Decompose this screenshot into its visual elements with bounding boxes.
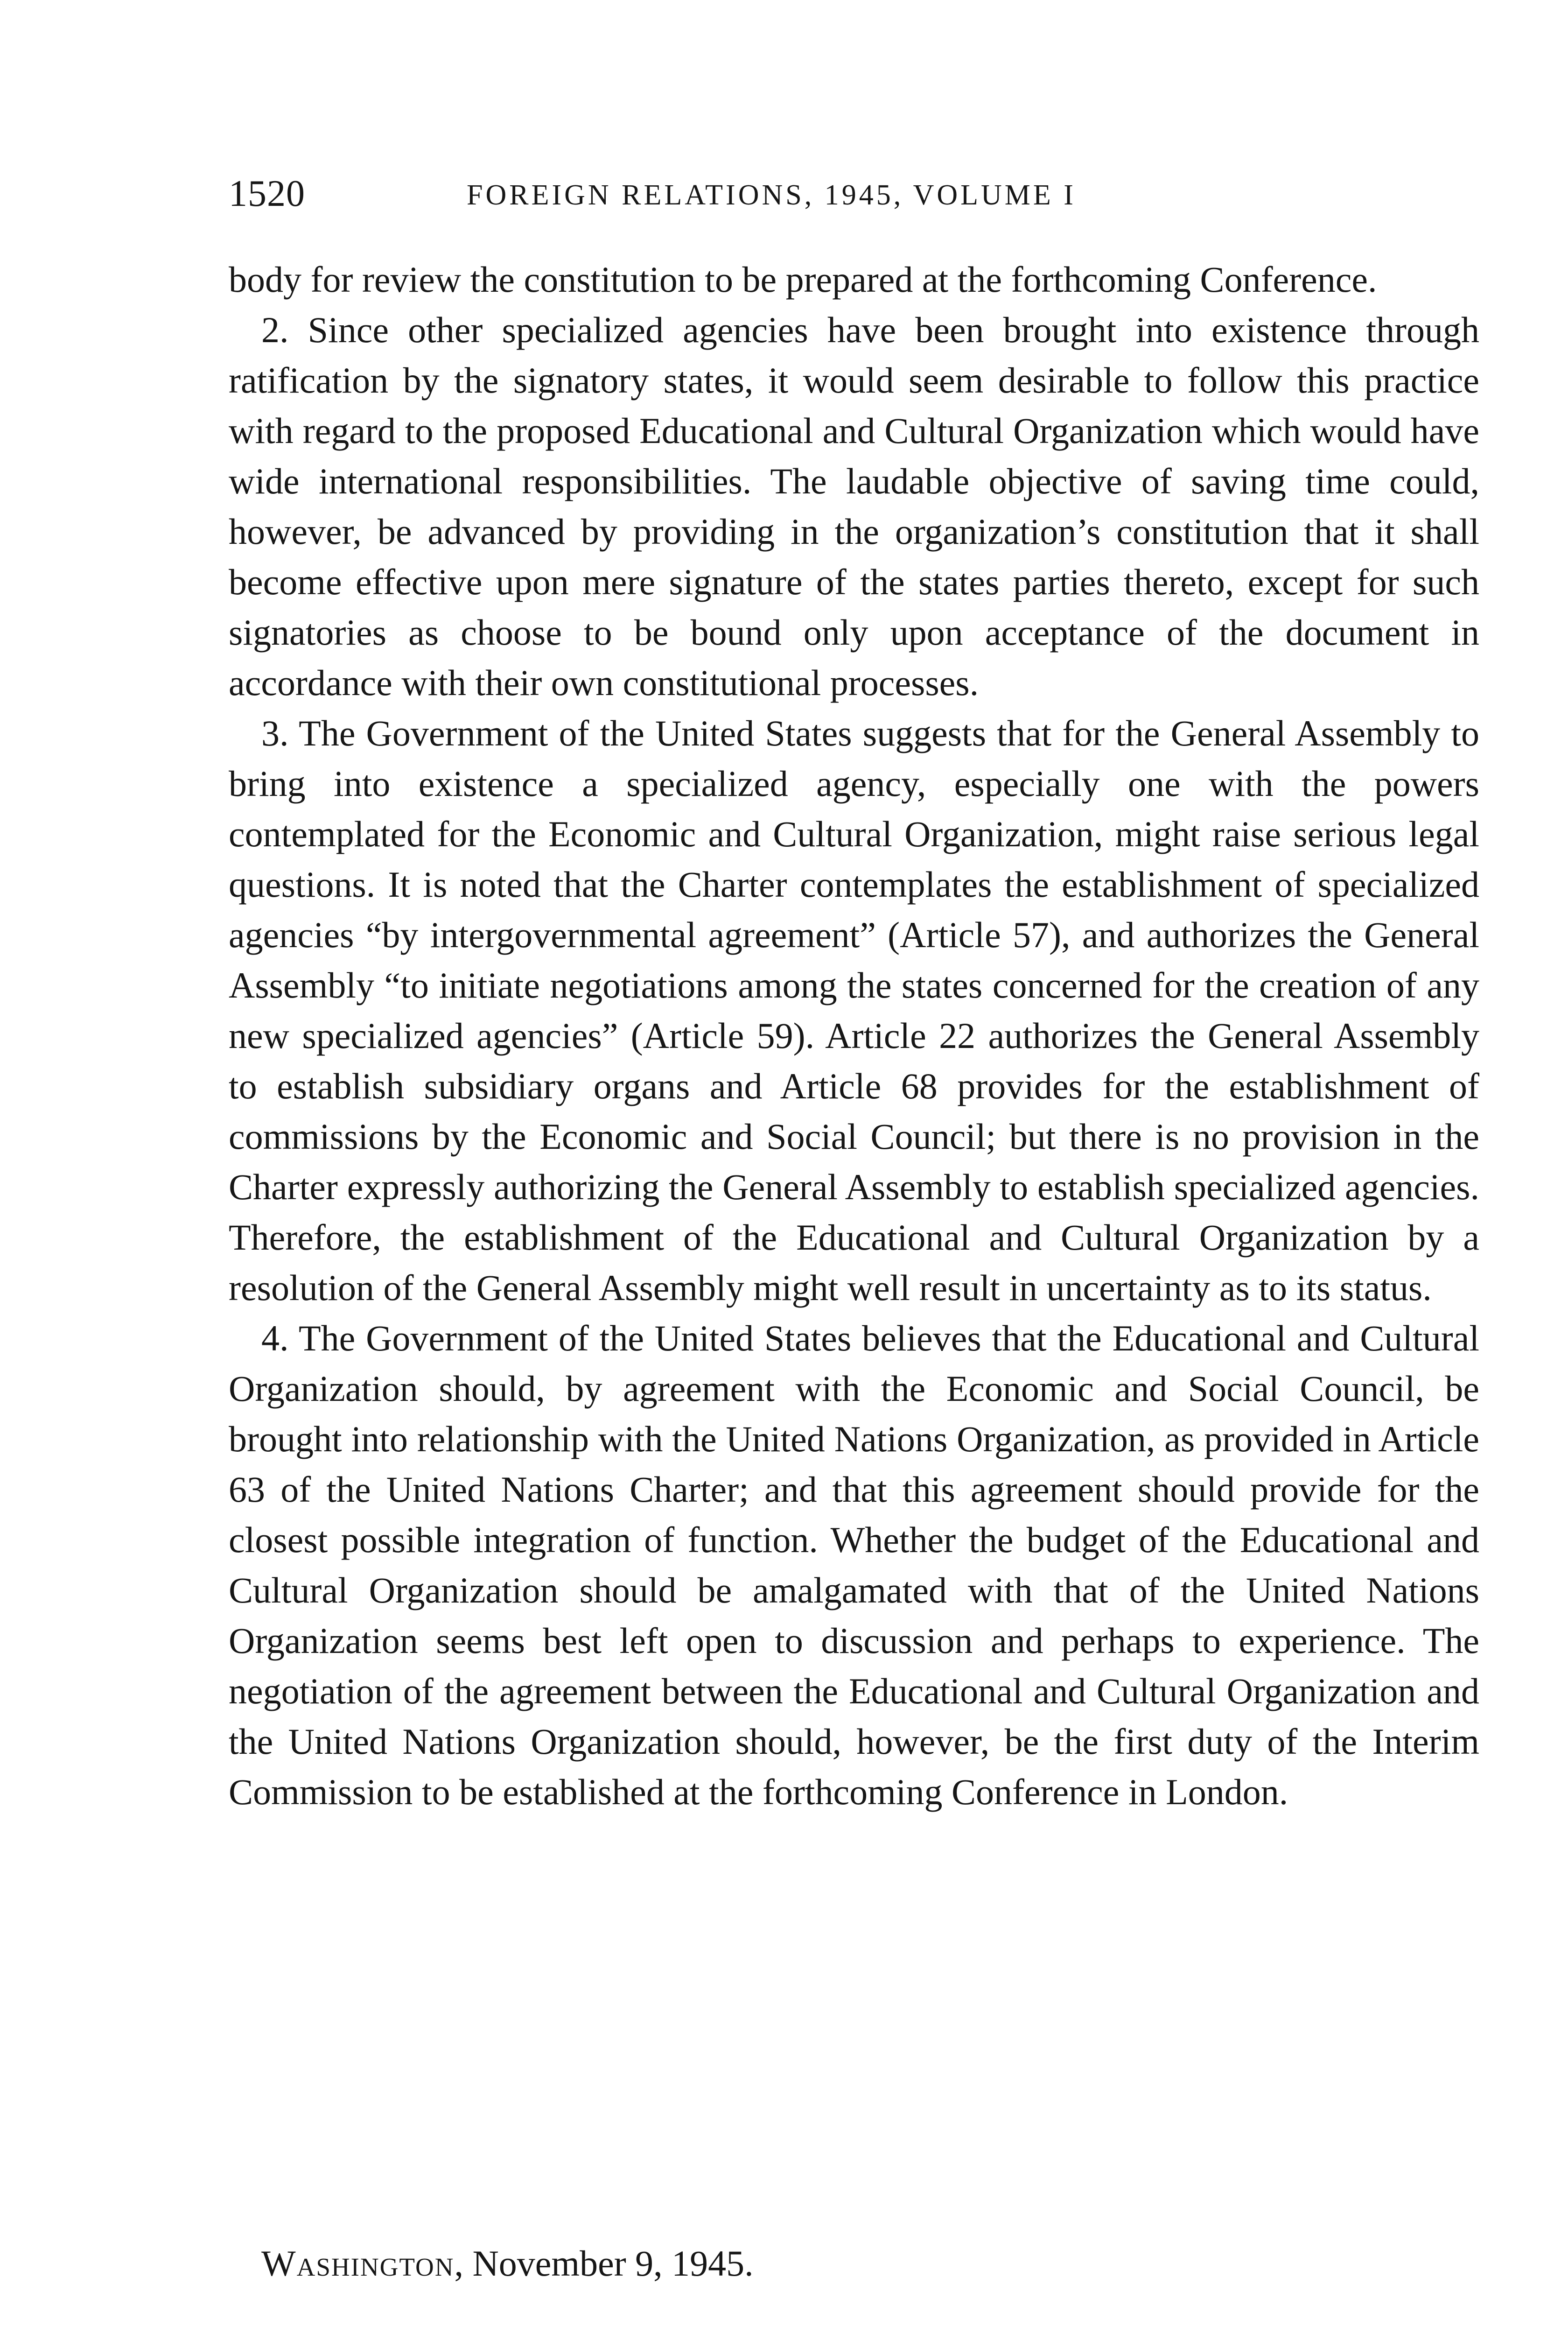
page-header xyxy=(229,168,1489,219)
running-title: FOREIGN RELATIONS, 1945, VOLUME I xyxy=(467,179,1076,211)
paragraph-continuation: body for review the constitution to be prepared at the forthcoming Conference. xyxy=(229,259,1377,300)
paragraph-4: 4. The Government of the United States believes that the Educational and Cultural Organization should, by agreement with the Economic and Social Council, be brought into relationship with the United Nations Organization, as provided in Article 63 of the United Nations Charter; and that this agreement should provide for the closest possible integration of function. Whether the budget of the Educational and Cultural Organization should be amalgamated with that of the United Nations Organization seems best left open to discussion and perhaps to experience. The negotiation of the agreement between the Educational and Cultural Organization and the United Nations Organization should, however, be the first duty of the Interim Commission to be established at the forthcoming Conference in London. xyxy=(229,1318,1479,1812)
signoff-place: Washington xyxy=(261,2243,455,2284)
signoff-line xyxy=(261,2238,754,2289)
signoff-date: , November 9, 1945. xyxy=(454,2243,754,2284)
paragraph-3: 3. The Government of the United States suggests that for the General Assembly to bring into existence a specialized agency, especially one with the powers contemplated for the Economic and Cultural Organization, might raise serious legal questions. It is noted that the Charter contemplates the establishment of specialized agencies “by intergovernmental agreement” (Article 57), and authorizes the General Assembly “to initiate negotiations among the states concerned for the creation of any new specialized agencies” (Article 59). Article 22 authorizes the General Assembly to establish subsidiary organs and Article 68 provides for the establishment of commissions by the Economic and Social Council; but there is no provision in the Charter expressly authorizing the General Assembly to establish specialized agencies. Therefore, the establishment of the Educational and Cultural Organization by a resolution of the General Assembly might well result in uncertainty as to its status. xyxy=(229,713,1479,1308)
page-number: 1520 xyxy=(229,173,305,214)
body-text xyxy=(229,254,1479,1817)
paragraph-2: 2. Since other specialized agencies have been brought into existence through ratification by the signatory states, it would seem desirable to follow this practice with regard to the proposed Educational and Cultural Organization which would have wide international responsibilities. The laudable objective of saving time could, however, be advanced by providing in the organization’s constitution that it shall become effective upon mere signature of the states parties thereto, except for such signatories as choose to be bound only upon acceptance of the document in accordance with their own constitutional processes. xyxy=(229,309,1479,703)
